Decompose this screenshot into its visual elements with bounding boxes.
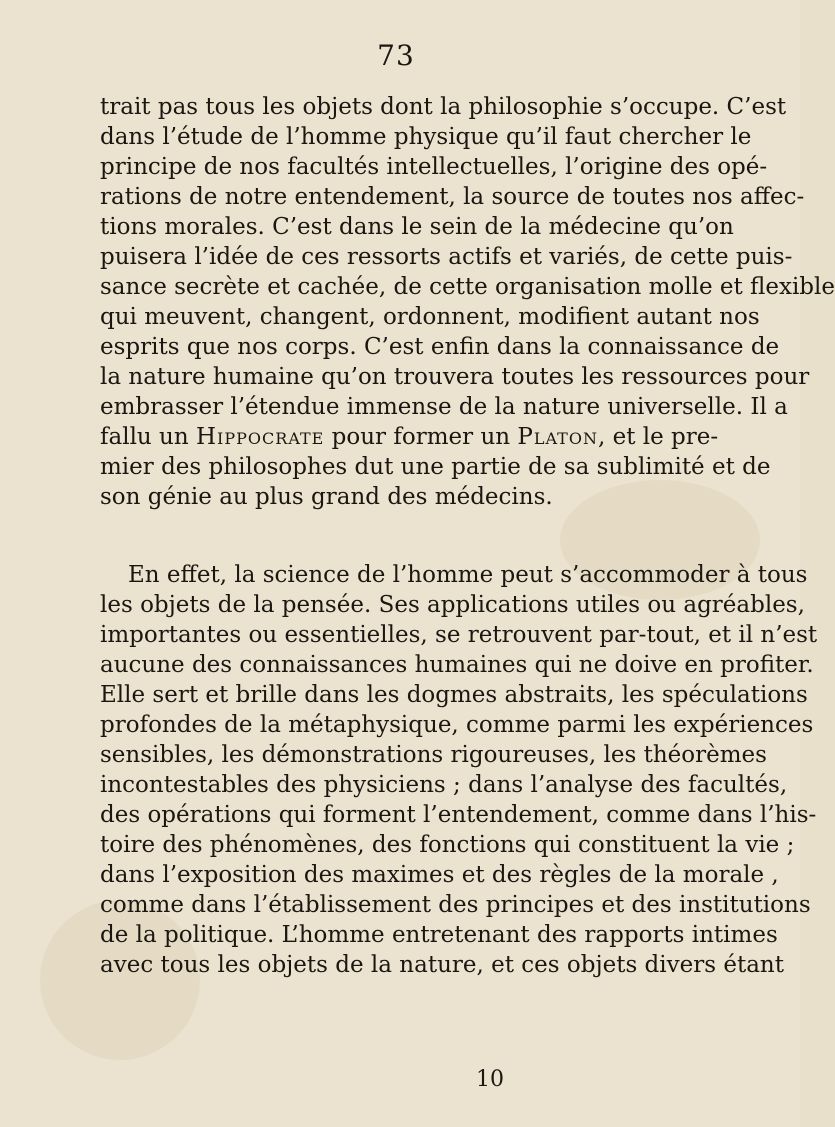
paragraph-2 [100, 560, 818, 980]
text-line: incontestables des physiciens ; dans l’analyse des facultés, [100, 772, 788, 798]
text-line: mier des philosophes dut une partie de sa sublimité et de [100, 454, 771, 480]
paragraph-1 [100, 92, 835, 512]
text-line: En effet, la science de l’homme peut s’accommoder à tous [128, 562, 808, 588]
text-line: aucune des connaissances humaines qui ne doive en profiter. [100, 652, 814, 678]
signature-mark: 10 [476, 1067, 504, 1092]
text-line: sance secrète et cachée, de cette organisation molle et flexible [100, 274, 835, 300]
text-line-with-names [100, 422, 719, 452]
text-line: les objets de la pensée. Ses applications utiles ou agréables, [100, 592, 805, 618]
text-line: tions morales. C’est dans le sein de la médecine qu’on [100, 214, 734, 240]
name-hippocrate: Hippocrate [196, 424, 325, 450]
text-line: Elle sert et brille dans les dogmes abstraits, les spéculations [100, 682, 808, 708]
text-fragment: fallu un [100, 424, 189, 450]
text-line: son génie au plus grand des médecins. [100, 484, 553, 510]
text-line: la nature humaine qu’on trouvera toutes les ressources pour [100, 364, 810, 390]
text-line: de la politique. L’homme entretenant des rapports intimes [100, 922, 778, 948]
text-line: trait pas tous les objets dont la philosophie s’occupe. C’est [100, 94, 787, 120]
text-line: toire des phénomènes, des fonctions qui constituent la vie ; [100, 832, 795, 858]
name-platon: Platon [517, 424, 598, 450]
text-line: embrasser l’étendue immense de la nature universelle. Il a [100, 394, 788, 420]
page-number: 73 [377, 39, 415, 72]
text-line: principe de nos facultés intellectuelles, l’origine des opé- [100, 154, 768, 180]
text-line: rations de notre entendement, la source de toutes nos affec- [100, 184, 805, 210]
text-line: sensibles, les démonstrations rigoureuses, les théorèmes [100, 742, 767, 768]
text-line: qui meuvent, changent, ordonnent, modifient autant nos [100, 304, 760, 330]
text-line: dans l’étude de l’homme physique qu’il faut chercher le [100, 124, 752, 150]
text-line: comme dans l’établissement des principes et des institutions [100, 892, 811, 918]
text-fragment: , et le pre- [597, 424, 719, 450]
text-fragment: pour former un [331, 424, 511, 450]
text-line: profondes de la métaphysique, comme parmi les expériences [100, 712, 814, 738]
text-line: puisera l’idée de ces ressorts actifs et variés, de cette puis- [100, 244, 793, 270]
text-line: importantes ou essentielles, se retrouvent par-tout, et il n’est [100, 622, 818, 648]
text-line: esprits que nos corps. C’est enfin dans la connaissance de [100, 334, 780, 360]
text-line: avec tous les objets de la nature, et ces objets divers étant [100, 952, 784, 978]
text-line: des opérations qui forment l’entendement, comme dans l’his- [100, 802, 817, 828]
text-line: dans l’exposition des maximes et des règles de la morale , [100, 862, 779, 888]
